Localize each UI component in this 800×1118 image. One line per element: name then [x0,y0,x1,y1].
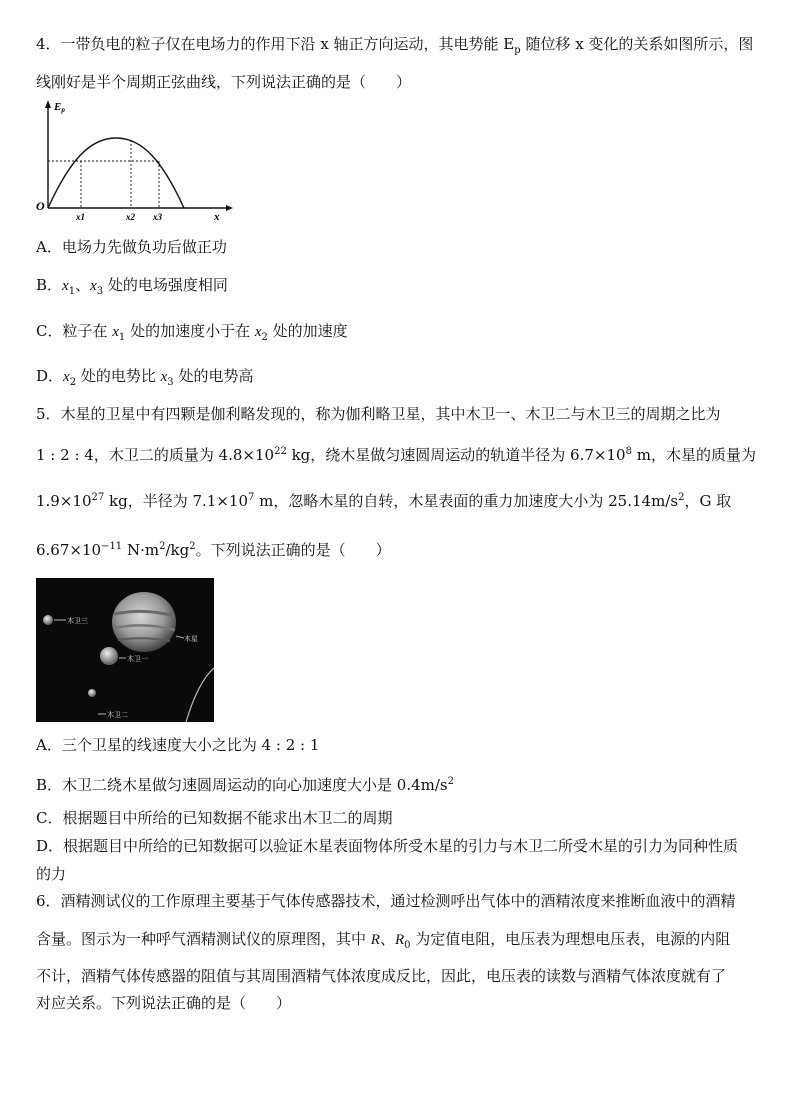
jupiter-moons-illustration [36,578,214,722]
q5-option-d-line2[interactable]: 的力 [36,865,67,883]
q4-option-a[interactable]: A．电场力先做负功后做正功 [36,238,227,256]
jupiter-planet [112,592,176,652]
origin-label: O [36,199,45,213]
q5-option-a[interactable]: A．三个卫星的线速度大小之比为 4 : 2 : 1 [36,736,320,754]
tick-x2: x2 [126,212,135,222]
q6-stem-line4: 对应关系。下列说法正确的是（ ） [36,994,292,1012]
label-europa: 木卫二 [107,711,128,719]
q5-option-b[interactable]: B．木卫二绕木星做匀速圆周运动的向心加速度大小是 $0.4m/s^2$ [36,776,454,794]
q6-stem-line2: 含量。图示为一种呼气酒精测试仪的原理图，其中 R、$R_0$ 为定值电阻，电压表为理想电压表，电源的内阻 [36,930,731,951]
ep-curve [48,138,184,208]
q4-option-c[interactable]: C．粒子在 $x_1$ 处的加速度小于在 $x_2$ 处的加速度 [36,322,348,343]
tick-x3: x3 [153,212,162,222]
x-axis-label: x [214,211,220,222]
q4-energy-graph [34,96,234,222]
label-ganymede: 木卫三 [67,617,88,625]
q4-option-b[interactable]: B．$x_1$、$x_3$ 处的电场强度相同 [36,276,228,297]
q4-stem-line2: 线刚好是半个周期正弦曲线，下列说法正确的是（ ） [36,73,412,91]
moon-ganymede [43,615,53,625]
q5-option-c[interactable]: C．根据题目中所给的已知数据不能求出木卫二的周期 [36,809,393,827]
q6-stem-line1: 6．酒精测试仪的工作原理主要基于气体传感器技术，通过检测呼出气体中的酒精浓度来推断血液中的酒精 [36,892,736,910]
moon-io [100,647,118,665]
q5-stem-line1: 5．木星的卫星中有四颗是伽利略发现的，称为伽利略卫星，其中木卫一、木卫二与木卫三的周期之比为 [36,405,721,423]
q4-option-d[interactable]: D．$x_2$ 处的电势比 $x_3$ 处的电势高 [36,367,254,388]
y-axis-arrow [45,100,51,108]
jupiter-moons-photo [36,578,214,722]
q5-stem-line2: 1 : 2 : 4，木卫二的质量为 $4.8\times 10^{22}$ kg，绕木星做匀速圆周运动的轨道半径为 $6.7\times 10^8$ m，木星的质量为 [36,446,756,464]
q5-stem-line3: $1.9\times 10^{27}$ kg，半径为 $7.1\times 10^7$ m，忽略木星的自转，木星表面的重力加速度大小为 $25.14m/s^2$，G 取 [36,492,732,510]
q5-option-d-line1[interactable]: D．根据题目中所给的已知数据可以验证木星表面物体所受木星的引力与木卫二所受木星的引力为同种性质 [36,837,739,855]
q4-stem-line1: 4．一带负电的粒子仅在电场力的作用下沿 x 轴正方向运动，其电势能 $E_p$ 随位移 x 变化的关系如图所示，图 [36,35,754,56]
q6-stem-line3: 不计，酒精气体传感器的阻值与其周围酒精气体浓度成反比，因此，电压表的读数与酒精气体浓度就有了 [36,967,727,985]
moon-europa [88,689,96,697]
x-axis-arrow [226,205,233,211]
tick-x1: x1 [76,212,85,222]
label-io: 木卫一 [127,655,148,663]
label-jupiter: 木星 [184,635,198,643]
y-axis-label: Ep [54,101,65,114]
q5-stem-line4: $6.67\times 10^{-11}$ $N\cdot m^2/kg^2$。下列说法正确的是（ ） [36,541,391,559]
planet-edge-arc [186,668,214,722]
